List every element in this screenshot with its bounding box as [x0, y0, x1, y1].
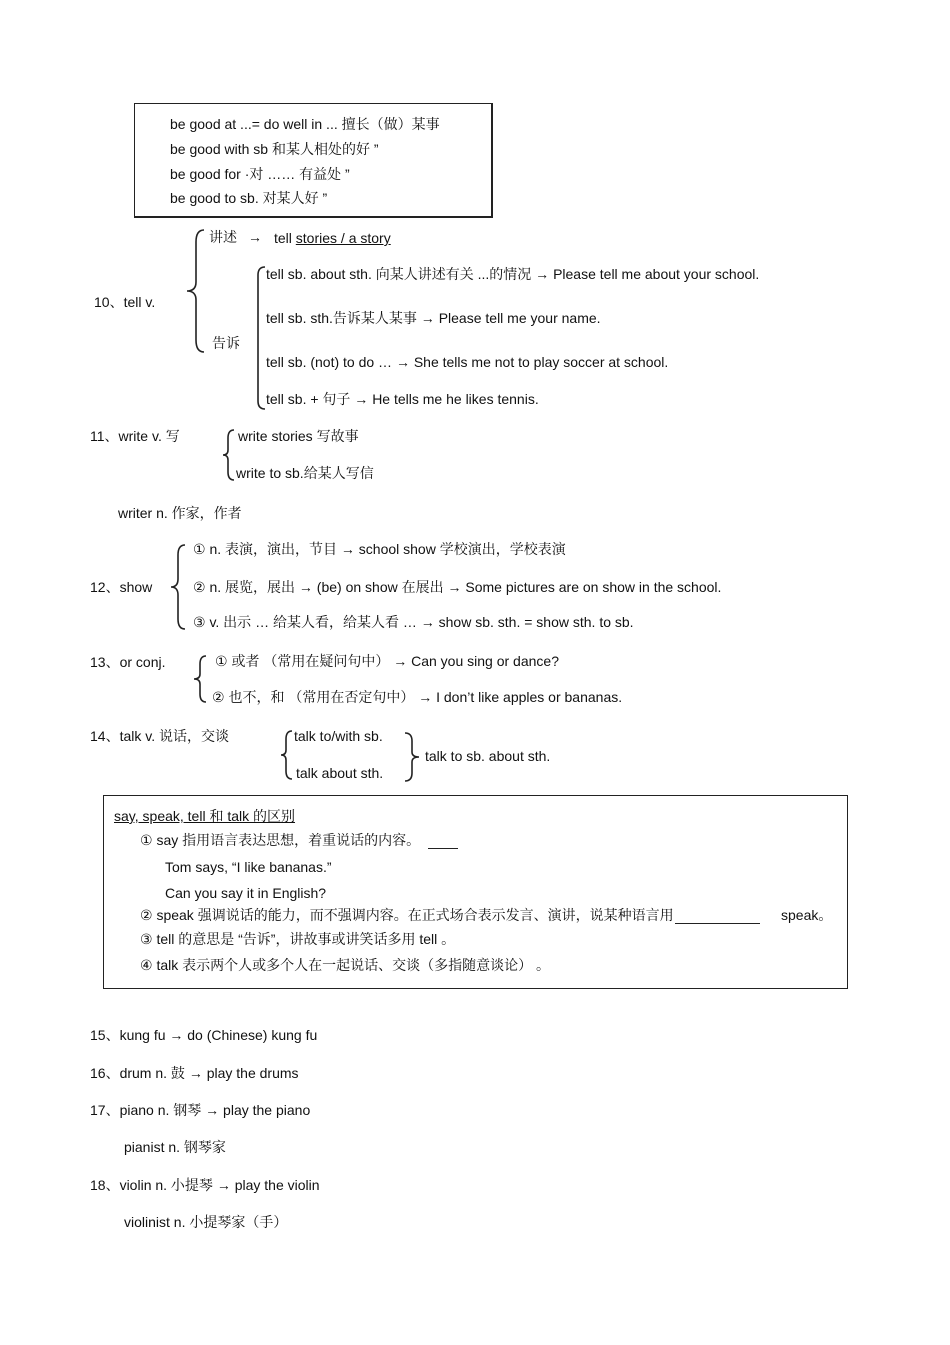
or-brace-icon: [191, 654, 209, 704]
say-example-2: Can you say it in English?: [165, 885, 327, 901]
be-good-for-line: be good for ·对 …… 有益处 ”: [170, 166, 350, 182]
write-heading: 11、write v. 写: [90, 428, 180, 444]
drum-line: 16、drum n. 鼓 → play the drums: [90, 1065, 299, 1081]
talk-heading: 14、talk v. 说话，交谈: [90, 728, 229, 744]
violin-line: 18、violin n. 小提琴 → play the violin: [90, 1177, 320, 1193]
talk-about-row: talk about sth.: [296, 765, 384, 781]
pianist-line: pianist n. 钢琴家: [124, 1139, 226, 1155]
piano-line: 17、piano n. 钢琴 → play the piano: [90, 1102, 311, 1118]
be-good-with-line: be good with sb 和某人相处的好 ”: [170, 141, 379, 157]
writer-line: writer n. 作家，作者: [118, 505, 242, 521]
tell-sb-sth-row: tell sb. sth.告诉某人某事 → Please tell me your name.: [266, 310, 601, 326]
tell-about-row: tell sb. about sth. 向某人讲述有关 ...的情况 → Please tell me about your school.: [266, 266, 760, 282]
say-explanation: ① say 指用语言表达思想，着重说话的内容。: [140, 832, 421, 848]
write-to-row: write to sb.给某人写信: [236, 465, 374, 481]
talk-close-brace-icon: [402, 731, 422, 783]
tell-inform-brace-icon: [253, 265, 267, 411]
say-underline: [428, 848, 458, 849]
be-good-at-line: be good at ...= do well in ... 擅长（做）某事: [170, 116, 440, 132]
tell-clause-row: tell sb. + 句子 → He tells me he likes tennis.: [266, 391, 539, 407]
show-heading: 12、show: [90, 579, 153, 595]
show-noun-exhibit-row: ② n. 展览，展出 → (be) on show 在展出 → Some pictures are on show in the school.: [193, 579, 722, 595]
violinist-line: violinist n. 小提琴家（手）: [124, 1214, 288, 1230]
kung-fu-line: 15、kung fu → do (Chinese) kung fu: [90, 1027, 318, 1043]
show-verb-row: ③ v. 出示 … 给某人看，给某人看 … → show sb. sth. = show sth. to sb.: [193, 614, 634, 630]
speak-answer: speak。: [781, 907, 833, 923]
talk-to-with-row: talk to/with sb.: [294, 728, 383, 744]
tell-narrate-example: tell stories / a story: [274, 230, 391, 246]
be-good-to-line: be good to sb. 对某人好 ”: [170, 190, 328, 206]
speak-underline: [675, 923, 760, 924]
tell-to-do-row: tell sb. (not) to do … → She tells me not to play soccer at school.: [266, 354, 669, 370]
difference-title: say, speak, tell 和 talk 的区别: [114, 808, 296, 824]
write-stories-row: write stories 写故事: [238, 428, 359, 444]
arrow-icon: →: [248, 229, 262, 245]
or-negative-row: ② 也不，和 （常用在否定句中） → I don’t like apples or bananas.: [212, 689, 623, 705]
say-example-1: Tom says, “I like bananas.”: [165, 859, 332, 875]
tell-heading: 10、tell v.: [94, 294, 156, 310]
show-noun-performance-row: ① n. 表演，演出，节目 → school show 学校演出，学校表演: [193, 541, 566, 557]
tell-brace-icon: [184, 228, 208, 354]
tell-narrate-label: 讲述: [209, 229, 237, 245]
show-brace-icon: [168, 543, 188, 631]
tell-explanation: ③ tell 的意思是 “告诉”，讲故事或讲笑话多用 tell 。: [140, 931, 456, 947]
speak-explanation: ② speak 强调说话的能力，而不强调内容。在正式场合表示发言、演讲，说某种语言用: [140, 907, 674, 923]
or-heading: 13、or conj.: [90, 654, 166, 670]
talk-explanation: ④ talk 表示两个人或多个人在一起说话、交谈（多指随意谈论） 。: [140, 957, 551, 973]
tell-inform-label: 告诉: [212, 335, 240, 351]
or-question-row: ① 或者 （常用在疑问句中） → Can you sing or dance?: [215, 653, 559, 669]
talk-combined-row: talk to sb. about sth.: [425, 748, 551, 764]
